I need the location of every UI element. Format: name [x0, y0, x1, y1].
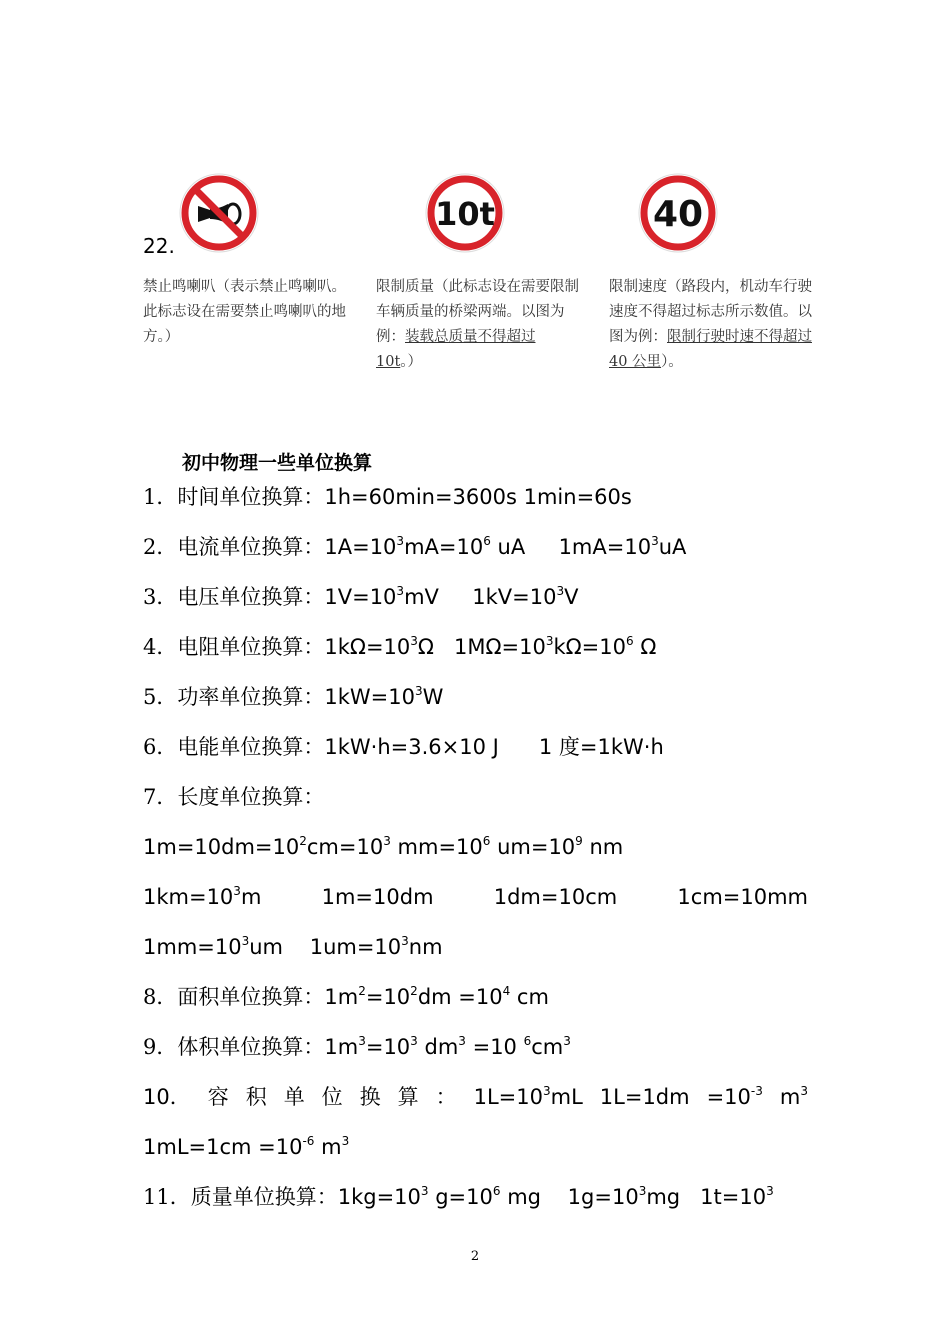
speed-limit-sign-text: 40 — [652, 194, 704, 235]
formula-part: =1kW·h — [579, 735, 664, 759]
line-label: 9．体积单位换算： — [143, 1035, 325, 1059]
capacity-conversion-line — [143, 1084, 808, 1110]
formula-group — [707, 1084, 763, 1110]
weight-limit-sign-icon — [424, 172, 506, 254]
formula-part: cm=10 — [306, 835, 384, 859]
exponent: 6 — [492, 1184, 501, 1198]
exponent: 3 — [410, 1034, 418, 1048]
exponent: 3 — [545, 634, 554, 648]
line-label: 7．长度单位换算： — [143, 785, 325, 809]
label-char: 容 — [207, 1085, 229, 1109]
weight-limit-caption-lead: 限制质量（此标志设在需要限制车辆质量的桥梁两端。以图为例： — [376, 279, 579, 345]
formula-part: dm =10 — [417, 985, 503, 1009]
formula-group — [143, 884, 261, 910]
formula-part: 1m=10dm — [321, 885, 434, 909]
exponent: 6 — [482, 834, 491, 848]
label-char: 算 — [397, 1085, 419, 1109]
no-horn-sign-icon — [178, 172, 260, 254]
formula-part: 1V=10 — [324, 585, 397, 609]
exponent: 3 — [800, 1084, 808, 1098]
item-number: 22. — [143, 234, 175, 258]
formula-part: um 1um=10 — [249, 935, 402, 959]
label-char: 单 — [283, 1085, 305, 1109]
time-conversion-line — [143, 484, 808, 510]
exponent: 3 — [543, 1084, 551, 1098]
formula-part: mg 1t=10 — [646, 1185, 767, 1209]
formula-group — [780, 1084, 808, 1110]
formula-part: g=10 — [428, 1185, 493, 1209]
formula-part: m — [314, 1135, 342, 1159]
length-conversion-line — [143, 784, 808, 810]
formula-part: nm — [408, 935, 443, 959]
formula-part: 1m — [324, 985, 359, 1009]
capacity-formula-line — [143, 1134, 808, 1160]
formula-part: uA 1mA=10 — [490, 535, 652, 559]
formula-part: 1mL=1cm =10 — [143, 1135, 303, 1159]
exponent: 9 — [575, 834, 583, 848]
formula-part: 1m — [324, 1035, 359, 1059]
exponent: -3 — [750, 1084, 763, 1098]
formula-part: 1kW·h=3.6×10 J 1 — [324, 735, 559, 759]
formula-part: 1L=1dm — [599, 1085, 690, 1109]
exponent: 2 — [299, 834, 307, 848]
formula-part: m — [240, 885, 262, 909]
formula-part: 1dm=10cm — [493, 885, 618, 909]
power-conversion-line — [143, 684, 808, 710]
formula-part: mA=10 — [404, 535, 484, 559]
line-label: 11．质量单位换算： — [143, 1185, 338, 1209]
exponent: -6 — [302, 1134, 315, 1148]
formula-part: mL — [550, 1085, 583, 1109]
formula-part: =10 — [365, 1035, 411, 1059]
formula-part: uA — [658, 535, 687, 559]
exponent: 3 — [383, 834, 391, 848]
exponent: 3 — [556, 584, 565, 598]
exponent: 3 — [563, 1034, 571, 1048]
weight-limit-caption-tail: 。） — [400, 354, 423, 370]
exponent: 2 — [358, 984, 366, 998]
exponent: 3 — [241, 934, 250, 948]
speed-limit-sign-icon — [637, 172, 719, 254]
label-char: ： — [435, 1085, 457, 1109]
exponent: 6 — [523, 1034, 532, 1048]
energy-conversion-line — [143, 734, 808, 760]
exponent: 3 — [766, 1184, 774, 1198]
line-label: 6．电能单位换算： — [143, 735, 325, 759]
exponent: 3 — [638, 1184, 647, 1198]
weight-limit-caption-underline: 装载总质量不得超过 10t — [376, 329, 536, 370]
formula-part: mm=10 — [390, 835, 483, 859]
exponent: 3 — [396, 534, 405, 548]
length-formula-line — [143, 884, 808, 910]
formula-group — [474, 1084, 583, 1110]
formula-part: 1km=10 — [143, 885, 234, 909]
length-formula-line — [143, 834, 808, 860]
formula-part: dm — [417, 1035, 459, 1059]
exponent: 3 — [414, 684, 423, 698]
weight-limit-caption — [376, 275, 581, 375]
formula-part: nm — [582, 835, 624, 859]
formula-part: =10 — [706, 1085, 751, 1109]
line-label: 3．电压单位换算： — [143, 585, 325, 609]
voltage-conversion-line — [143, 584, 808, 610]
formula-part: cm — [531, 1035, 564, 1059]
exponent: 3 — [401, 934, 409, 948]
no-horn-caption: 禁止鸣喇叭（表示禁止鸣喇叭。此标志设在需要禁止鸣喇叭的地方。） — [143, 279, 346, 345]
formula: 1h=60min=3600s 1min=60s — [324, 485, 632, 509]
exponent: 3 — [420, 1184, 429, 1198]
formula-part: kΩ=10 — [553, 635, 626, 659]
formula-part: Ω 1MΩ=10 — [417, 635, 546, 659]
formula-part: 1kg=10 — [337, 1185, 421, 1209]
formula-part: mV 1kV=10 — [404, 585, 557, 609]
formula-part: mg 1g=10 — [500, 1185, 639, 1209]
line-label: 8．面积单位换算： — [143, 985, 325, 1009]
exponent: 2 — [410, 984, 418, 998]
current-conversion-line — [143, 534, 808, 560]
exponent: 3 — [651, 534, 659, 548]
label-char: 换 — [359, 1085, 381, 1109]
formula-part: m — [779, 1085, 801, 1109]
formula-part: W — [422, 685, 444, 709]
line-label: 2．电流单位换算： — [143, 535, 325, 559]
exponent: 3 — [358, 1034, 366, 1048]
area-conversion-line — [143, 984, 808, 1010]
speed-limit-caption-underline: 限制行驶时速不得超过 40 公里 — [609, 329, 812, 370]
resistance-conversion-line — [143, 634, 808, 660]
exponent: 6 — [483, 534, 491, 548]
formula-part: Ω — [633, 635, 657, 659]
exponent: 3 — [341, 1134, 350, 1148]
formula-part: 1A=10 — [324, 535, 397, 559]
formula-part: 1kW=10 — [324, 685, 415, 709]
formula-part: 1cm=10mm — [677, 885, 808, 909]
speed-limit-caption-tail: ）。 — [661, 354, 683, 370]
formula-part: 度 — [558, 735, 580, 759]
speed-limit-caption-lead: 限制速度（路段内，机动车行驶速度不得超过标志所示数值。以图为例： — [609, 279, 812, 345]
formula-part: =10 — [465, 1035, 524, 1059]
line-label: 5．功率单位换算： — [143, 685, 325, 709]
line-label: 4．电阻单位换算： — [143, 635, 325, 659]
exponent: 4 — [502, 984, 511, 998]
length-formula-line — [143, 934, 808, 960]
exponent: 3 — [458, 1034, 466, 1048]
formula-part: 1m=10dm=10 — [143, 835, 300, 859]
formula-part: cm — [510, 985, 549, 1009]
exponent: 6 — [626, 634, 634, 648]
volume-conversion-line — [143, 1034, 808, 1060]
formula-part: 1mm=10 — [143, 935, 242, 959]
formula-part: =10 — [365, 985, 411, 1009]
section-title: 初中物理一些单位换算 — [182, 452, 373, 474]
page-number: 2 — [470, 1249, 480, 1264]
exponent: 3 — [410, 634, 418, 648]
formula-part: 1L=10 — [473, 1085, 543, 1109]
line-number: 10． — [143, 1085, 191, 1109]
label-char: 积 — [245, 1085, 267, 1109]
speed-limit-caption — [609, 275, 814, 375]
exponent: 3 — [233, 884, 241, 898]
line-label: 1．时间单位换算： — [143, 485, 325, 509]
mass-conversion-line — [143, 1184, 808, 1210]
exponent: 3 — [396, 584, 405, 598]
weight-limit-sign-text: 10t — [435, 195, 495, 233]
formula-part: um=10 — [490, 835, 576, 859]
formula-part: V — [564, 585, 579, 609]
label-char: 位 — [321, 1085, 343, 1109]
formula-part: 1kΩ=10 — [324, 635, 411, 659]
